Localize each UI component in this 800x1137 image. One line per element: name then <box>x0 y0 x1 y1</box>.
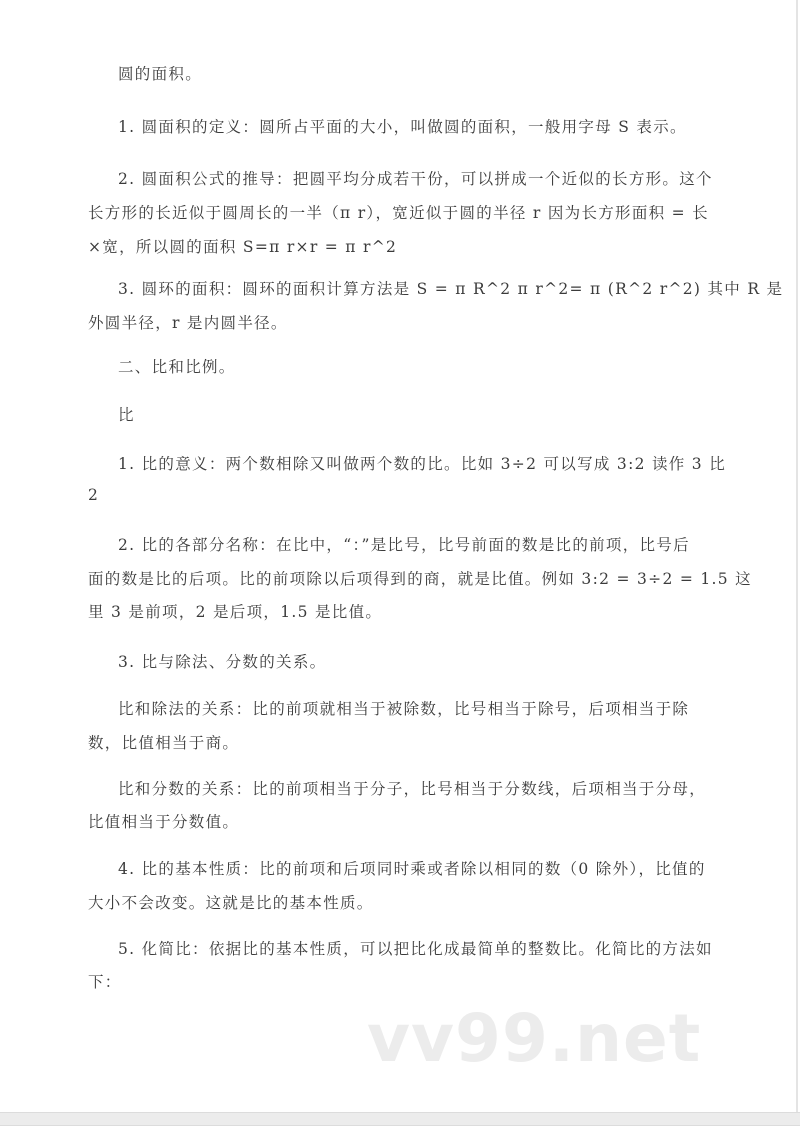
paragraph-line: 数，比值相当于商。 <box>88 734 240 752</box>
paragraph-line: 比和除法的关系：比的前项就相当于被除数，比号相当于除号，后项相当于除 <box>118 700 690 718</box>
watermark: vv99.net <box>367 1000 702 1077</box>
paragraph-line: 大小不会改变。这就是比的基本性质。 <box>88 894 374 912</box>
paragraph-line: 比值相当于分数值。 <box>88 813 240 831</box>
paragraph-line: 面的数是比的后项。比的前项除以后项得到的商，就是比值。例如 3:2 = 3÷2 = 1.5 这 <box>88 570 752 588</box>
paragraph-line: 3. 圆环的面积：圆环的面积计算方法是 S = π R^2 π r^2= π (R^2 r^2) 其中 R 是 <box>118 280 784 298</box>
paragraph-line: 2. 圆面积公式的推导：把圆平均分成若干份，可以拼成一个近似的长方形。这个 <box>118 170 713 188</box>
paragraph-line: 外圆半径，r 是内圆半径。 <box>88 314 288 332</box>
paragraph-line: 2 <box>88 486 100 504</box>
paragraph-line: 5. 化简比：依据比的基本性质，可以把比化成最简单的整数比。化简比的方法如 <box>118 940 713 958</box>
subsection-heading: 比 <box>118 406 135 424</box>
paragraph-line: 1. 圆面积的定义：圆所占平面的大小，叫做圆的面积，一般用字母 S 表示。 <box>118 118 687 136</box>
paragraph-line: 4. 比的基本性质：比的前项和后项同时乘或者除以相同的数（0 除外），比值的 <box>118 860 706 878</box>
paragraph-line: 1. 比的意义：两个数相除又叫做两个数的比。比如 3÷2 可以写成 3:2 读作 3 比 <box>118 455 726 473</box>
paragraph-line: 3. 比与除法、分数的关系。 <box>118 653 327 671</box>
page-separator <box>0 1112 800 1126</box>
paragraph-line: ×宽，所以圆的面积 S=π r×r = π r^2 <box>88 238 398 256</box>
paragraph-line: 比和分数的关系：比的前项相当于分子，比号相当于分数线，后项相当于分母， <box>118 780 707 798</box>
paragraph-line: 长方形的长近似于圆周长的一半（π r），宽近似于圆的半径 r 因为长方形面积 = 长 <box>88 204 709 222</box>
paragraph-line: 圆的面积。 <box>118 65 203 83</box>
paragraph-line: 下： <box>88 973 122 991</box>
paragraph-line: 里 3 是前项，2 是后项，1.5 是比值。 <box>88 603 383 621</box>
section-heading: 二、比和比例。 <box>118 358 236 376</box>
paragraph-line: 2. 比的各部分名称：在比中，“：”是比号，比号前面的数是比的前项，比号后 <box>118 536 690 554</box>
